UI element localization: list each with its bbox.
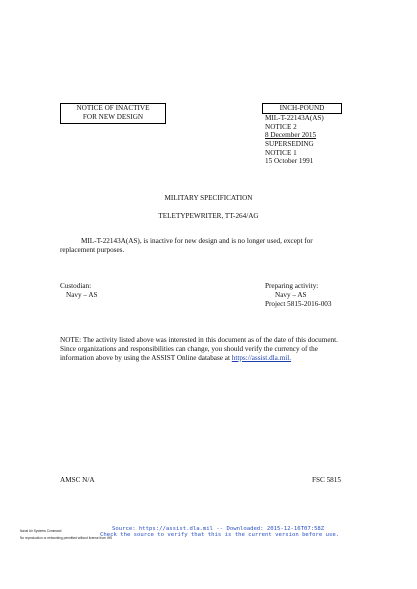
assist-link[interactable]: https://assist.dla.mil. bbox=[231, 354, 292, 362]
fsc-code: FSC 5815 bbox=[312, 476, 341, 484]
body-paragraph-line2: replacement purposes. bbox=[60, 246, 125, 254]
body-paragraph-line1: MIL-T-22143A(AS), is inactive for new design and is no longer used, except for bbox=[81, 237, 313, 245]
footer-publisher: Naval Air Systems Command bbox=[20, 529, 62, 533]
note-line3 bbox=[60, 354, 291, 363]
previous-notice: NOTICE 1 bbox=[265, 149, 297, 157]
note-line2: Since organizations and responsibilities can change, you should verify the currency of the bbox=[60, 345, 318, 353]
note-line1: NOTE: The activity listed above was interested in this document as of the date of this document. bbox=[60, 336, 338, 344]
notice-number: NOTICE 2 bbox=[265, 123, 297, 131]
superseding-label: SUPERSEDING bbox=[265, 140, 314, 148]
preparing-activity-label: Preparing activity: bbox=[265, 282, 319, 290]
note-line3-text: information above by using the ASSIST Online database at bbox=[60, 354, 232, 362]
previous-date: 15 October 1991 bbox=[265, 157, 314, 165]
spec-name-title: TELETYPEWRITER, TT-264/AG bbox=[158, 212, 259, 220]
amsc-code: AMSC N/A bbox=[60, 476, 95, 484]
doc-number: MIL-T-22143A(AS) bbox=[265, 114, 324, 122]
footer-check-line: Check the source to verify that this is the current version before use. bbox=[100, 532, 340, 538]
project-number: Project 5815-2016-003 bbox=[265, 300, 332, 308]
notice-date: 8 December 2015 bbox=[265, 131, 317, 139]
preparing-activity-value: Navy – AS bbox=[275, 291, 307, 299]
inactive-notice-line2: FOR NEW DESIGN bbox=[82, 113, 144, 121]
inch-pound-label: INCH-POUND bbox=[279, 104, 325, 112]
footer-source-line: Source: https://assist.dla.mil -- Downloaded: 2015-12-16T07:58Z bbox=[112, 526, 325, 532]
footer-license-notice: No reproduction or networking permitted without license from IHS bbox=[20, 536, 113, 540]
custodian-value: Navy – AS bbox=[66, 291, 98, 299]
spec-type-title: MILITARY SPECIFICATION bbox=[164, 194, 253, 202]
inactive-notice-line1: NOTICE OF INACTIVE bbox=[76, 104, 150, 112]
custodian-label: Custodian: bbox=[60, 282, 92, 290]
